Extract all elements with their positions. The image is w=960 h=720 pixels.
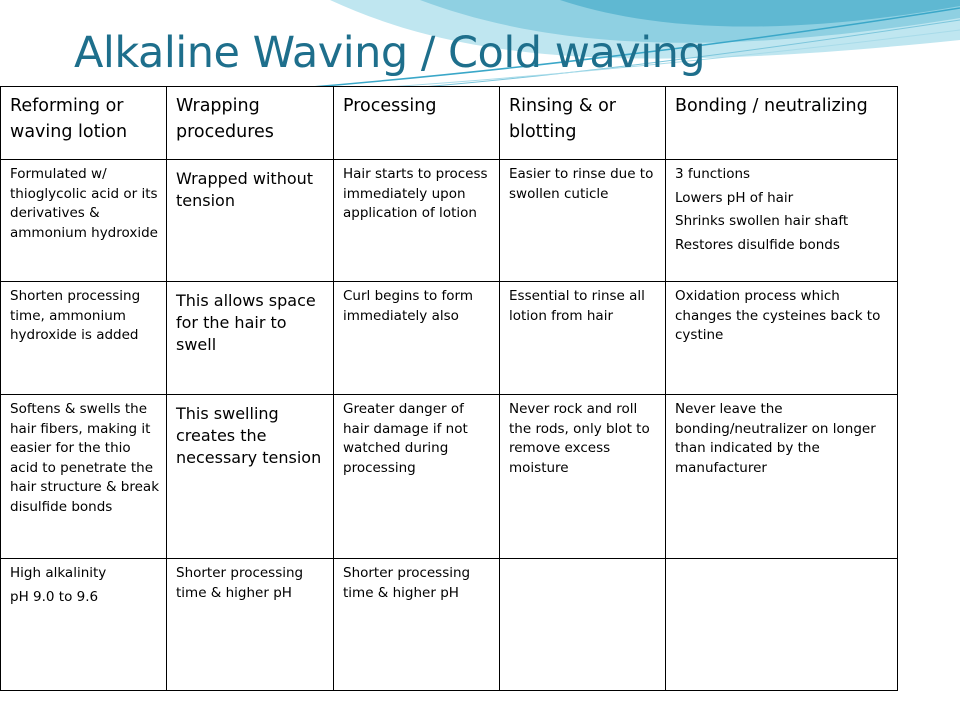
cell-text: pH 9.0 to 9.6 [10,588,99,605]
table-cell [167,395,334,559]
table-cell [500,160,666,282]
cell-text: Curl begins to form immediately also [343,288,473,324]
table-cell [500,282,666,395]
cell-text: Shorten processing time, ammonium hydroxide is added [10,288,141,343]
table-cell [334,282,500,395]
table-cell [167,559,334,691]
cell-text: Never rock and roll the rods, only blot to remove excess moisture [509,401,650,476]
table-cell-empty [666,559,898,691]
table-row [1,160,898,282]
cell-text: Shorter processing time & higher pH [176,565,304,601]
cell-text: Easier to rinse due to swollen cuticle [509,166,654,202]
cell-text: Shorter processing time & higher pH [343,565,471,601]
cell-text: Shrinks swollen hair shaft [675,213,849,229]
cell-text: Softens & swells the hair fibers, making it easier for the thio acid to penetrate the hair structure & break disulfide bonds [10,401,160,515]
table-cell [666,160,898,282]
table-row [1,282,898,395]
cell-text: This allows space for the hair to swell [176,291,316,354]
table-cell [334,559,500,691]
cell-text: Oxidation process which changes the cysteines back to cystine [675,288,881,343]
table-row [1,395,898,559]
cell-text: High alkalinity [10,565,107,581]
header-processing: Processing [334,87,500,160]
cell-text: Essential to rinse all lotion from hair [509,288,645,324]
cell-text: This swelling creates the necessary tension [176,404,322,467]
header-rinsing-blotting: Rinsing & or blotting [500,87,666,160]
table-cell [1,395,167,559]
slide-title: Alkaline Waving / Cold waving [74,28,706,78]
table-row [1,559,898,691]
cell-text: Never leave the bonding/neutralizer on longer than indicated by the manufacturer [675,401,876,476]
table-cell [1,559,167,691]
cell-text: Lowers pH of hair [675,189,794,206]
cell-text: Restores disulfide bonds [675,236,840,253]
header-bonding-neutralizing: Bonding / neutralizing [666,87,898,160]
table-cell [500,395,666,559]
header-wrapping-procedures: Wrapping procedures [167,87,334,160]
cell-text: 3 functions [675,166,751,182]
table-cell [666,282,898,395]
cell-text: Wrapped without tension [176,169,314,210]
table-cell [334,160,500,282]
table-cell [167,282,334,395]
cell-text: Formulated w/ thioglycolic acid or its derivatives & ammonium hydroxide [10,166,158,241]
table-cell [666,395,898,559]
header-waving-lotion: Reforming or waving lotion [1,87,167,160]
table-cell [1,282,167,395]
table-cell [167,160,334,282]
cell-text: Hair starts to process immediately upon application of lotion [343,166,488,221]
comparison-table [0,86,898,691]
table-cell [334,395,500,559]
cell-text: Greater danger of hair damage if not watched during processing [343,401,468,476]
table-cell [1,160,167,282]
header-row [1,87,898,160]
table-cell-empty [500,559,666,691]
